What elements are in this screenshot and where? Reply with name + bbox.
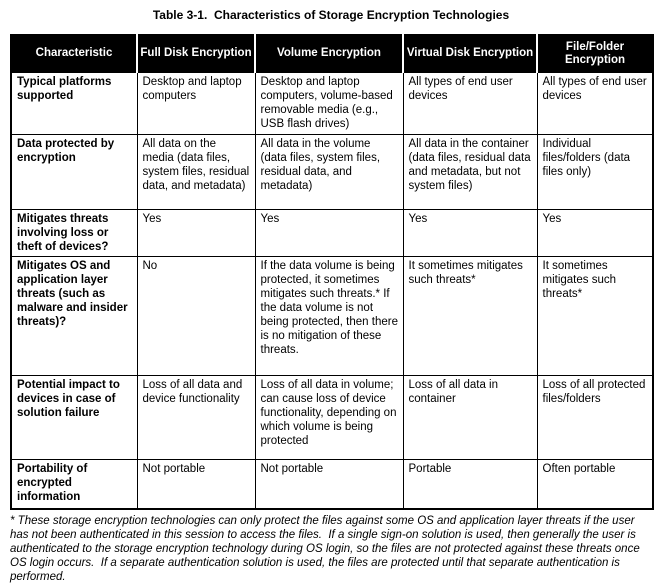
table-cell: All data in the volume (data files, system files, residual data, and metadata)	[255, 134, 403, 209]
table-row	[11, 256, 653, 375]
table-cell: Individual files/folders (data files only)	[537, 134, 653, 209]
table-cell: It sometimes mitigates such threats*	[403, 256, 537, 375]
table-cell: Not portable	[255, 459, 403, 509]
storage-encryption-table	[10, 34, 654, 510]
row-label: Mitigates OS and application layer threats (such as malware and insider threats)?	[11, 256, 137, 375]
table-header-row	[11, 35, 653, 72]
column-header-file-folder-encryption: File/Folder Encryption	[537, 35, 653, 72]
table-cell: Yes	[403, 209, 537, 256]
table-cell: Loss of all protected files/folders	[537, 375, 653, 459]
table-cell: Often portable	[537, 459, 653, 509]
row-label: Portability of encrypted information	[11, 459, 137, 509]
table-footnote: * These storage encryption technologies can only protect the files against some OS and application layer threats if the user has not been authenticated in this session to access the files. If a single sign-on solution is used, then generally the user is authenticated to the storage encryption technology during OS login, so the files are not protected against these threats once OS login occurs. If a separate authentication solution is used, the files are protected until that separate authentication is performed.	[10, 515, 643, 583]
table-cell: Not portable	[137, 459, 255, 509]
table-cell: Portable	[403, 459, 537, 509]
table-cell: No	[137, 256, 255, 375]
column-header-virtual-disk-encryption: Virtual Disk Encryption	[403, 35, 537, 72]
row-label: Mitigates threats involving loss or theft of devices?	[11, 209, 137, 256]
table-cell: Loss of all data in volume; can cause loss of device functionality, depending on which volume is being protected	[255, 375, 403, 459]
table-cell: All types of end user devices	[403, 72, 537, 134]
table-cell: Yes	[537, 209, 653, 256]
table-row	[11, 209, 653, 256]
table-cell: Yes	[137, 209, 255, 256]
column-header-full-disk-encryption: Full Disk Encryption	[137, 35, 255, 72]
table-row	[11, 375, 653, 459]
table-cell: Loss of all data and device functionality	[137, 375, 255, 459]
row-label: Typical platforms supported	[11, 72, 137, 134]
table-row	[11, 72, 653, 134]
table-title: Table 3-1. Characteristics of Storage Encryption Technologies	[152, 8, 510, 22]
table-row	[11, 459, 653, 509]
table-cell: Desktop and laptop computers, volume-based removable media (e.g., USB flash drives)	[255, 72, 403, 134]
column-header-characteristic: Characteristic	[11, 35, 137, 72]
table-cell: It sometimes mitigates such threats*	[537, 256, 653, 375]
document-page	[0, 8, 662, 588]
table-cell: All types of end user devices	[537, 72, 653, 134]
row-label: Potential impact to devices in case of solution failure	[11, 375, 137, 459]
table-cell: All data in the container (data files, residual data and metadata, but not system files)	[403, 134, 537, 209]
table-cell: Desktop and laptop computers	[137, 72, 255, 134]
table-cell: If the data volume is being protected, it sometimes mitigates such threats.* If the data volume is not being protected, then there is no mitigation of these threats.	[255, 256, 403, 375]
column-header-volume-encryption: Volume Encryption	[255, 35, 403, 72]
row-label: Data protected by encryption	[11, 134, 137, 209]
table-cell: All data on the media (data files, system files, residual data, and metadata)	[137, 134, 255, 209]
table-row	[11, 134, 653, 209]
table-cell: Loss of all data in container	[403, 375, 537, 459]
table-cell: Yes	[255, 209, 403, 256]
